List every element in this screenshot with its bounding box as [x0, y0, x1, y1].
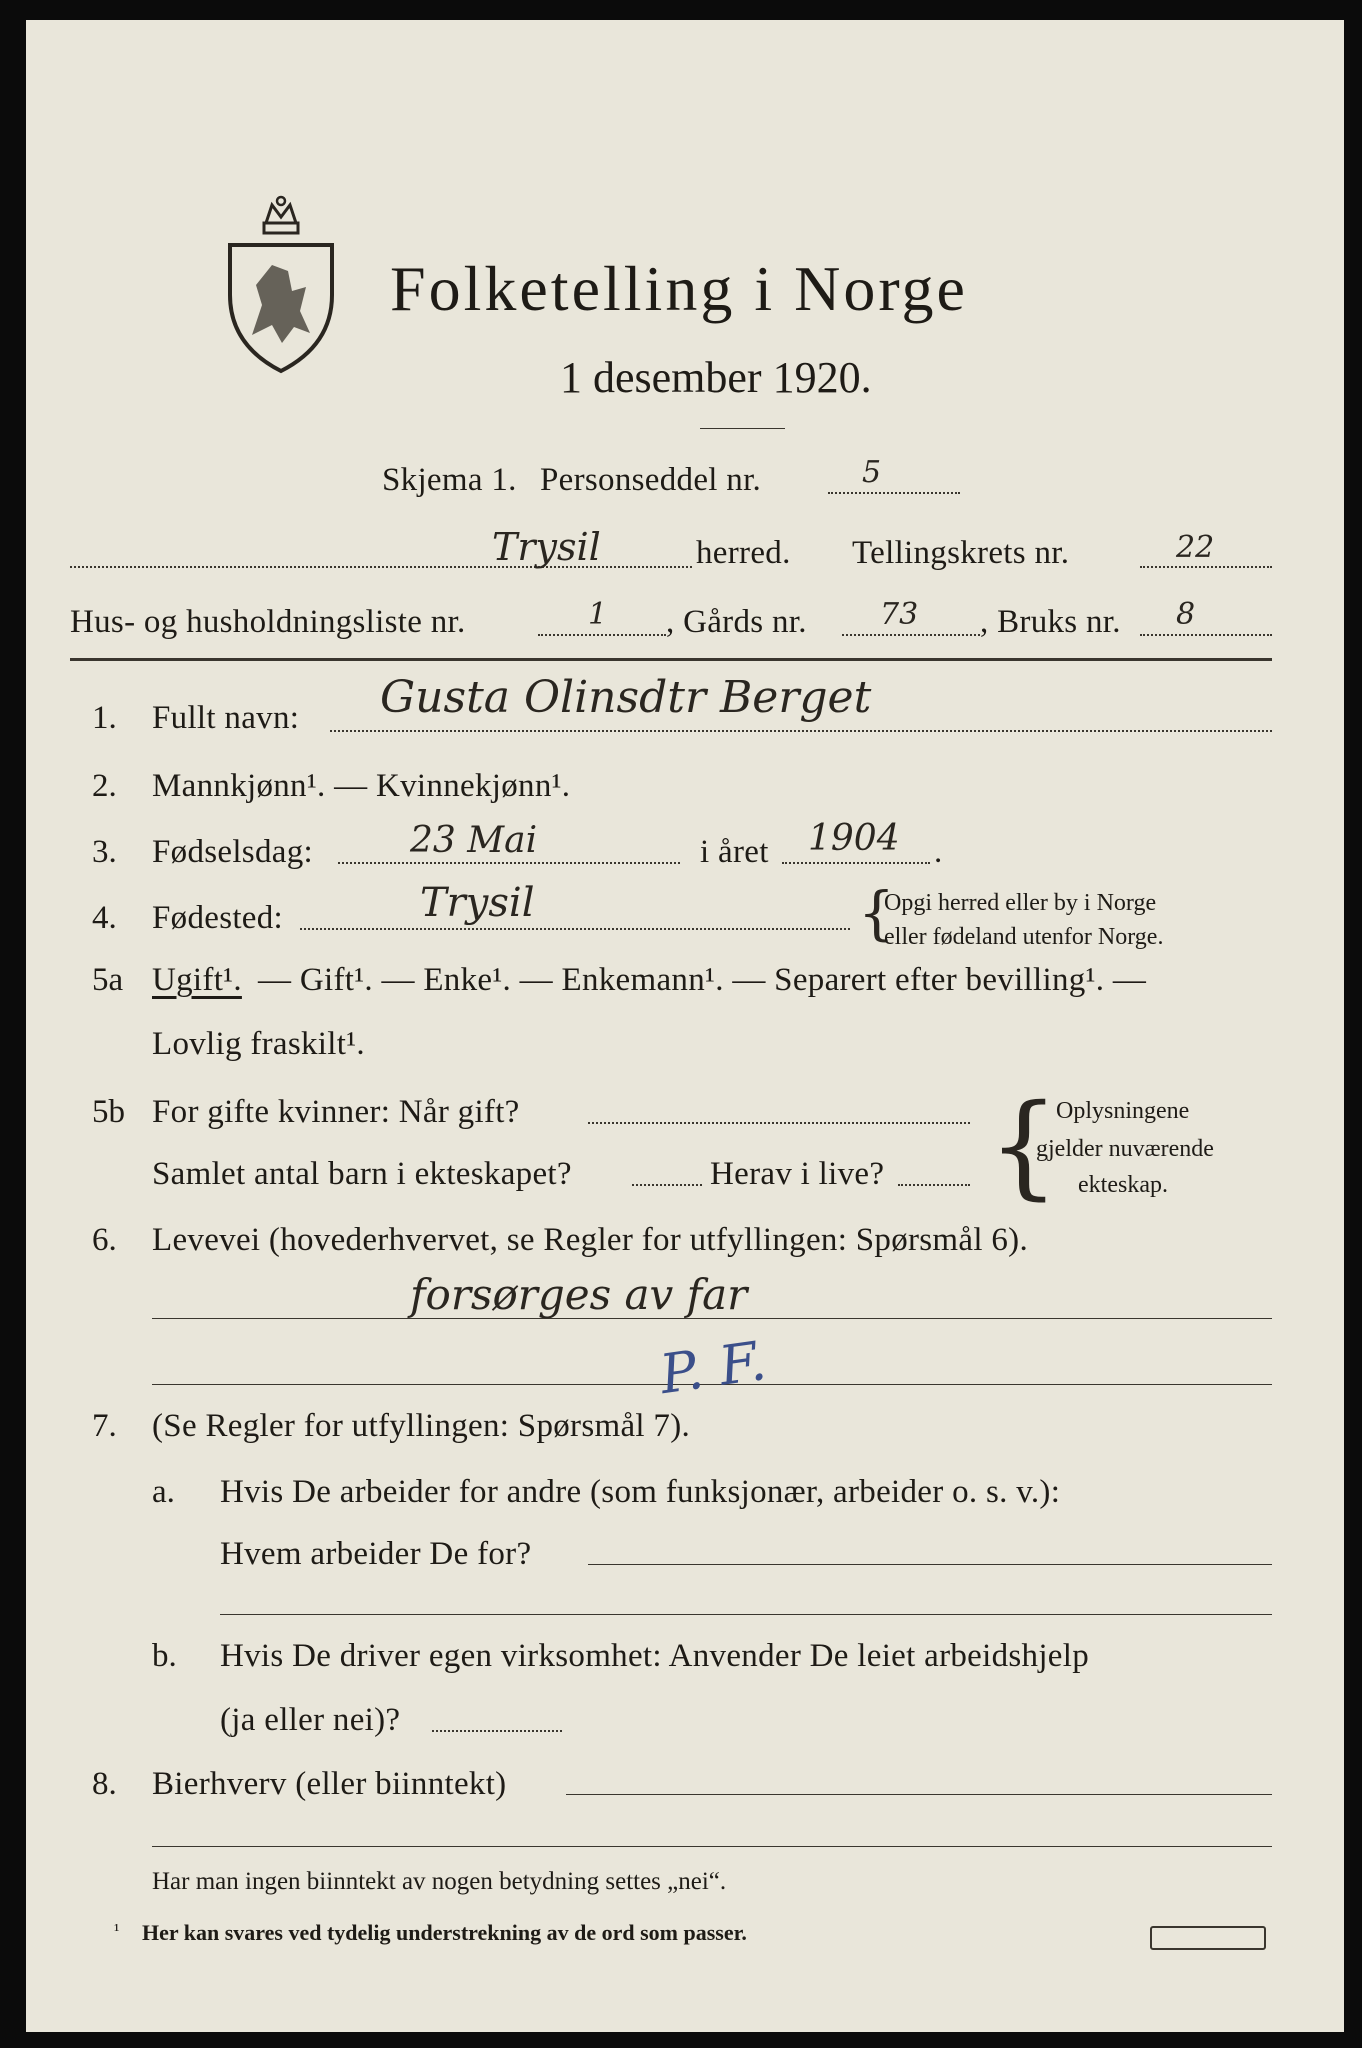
q5a-number: 5a [92, 962, 124, 998]
footnote-text: Her kan svares ved tydelig understrekning av de ord som passer. [142, 1920, 747, 1945]
schema-label: Skjema 1. [382, 462, 517, 498]
q5b-note-line1: Oplysningene [1056, 1098, 1190, 1124]
q3-label: Fødselsdag: [152, 834, 313, 870]
herred-value: Trysil [492, 525, 601, 569]
q4-label: Fødested: [152, 900, 284, 936]
married-when-field[interactable] [588, 1122, 970, 1124]
q5b-note-line2: gjelder nuværende [1036, 1136, 1214, 1162]
q1-label: Fullt navn: [152, 700, 300, 736]
q3-number: 3. [92, 834, 117, 870]
hired-help-field[interactable] [432, 1730, 562, 1732]
birth-year-label: i året [700, 834, 769, 870]
marital-other-options[interactable]: — Gift¹. — Enke¹. — Enkemann¹. — Separert efter bevilling¹. — [258, 962, 1147, 998]
birth-year-value: 1904 [808, 818, 900, 859]
bruks-label: , Bruks nr. [980, 604, 1121, 640]
children-alive-field[interactable] [898, 1184, 970, 1186]
q5b-label: For gifte kvinner: Når gift? [152, 1094, 520, 1130]
q7b-number: b. [152, 1638, 177, 1674]
q4-note-line1: Opgi herred eller by i Norge [884, 890, 1157, 916]
q7a-number: a. [152, 1474, 175, 1510]
side-income-line-2[interactable] [152, 1846, 1272, 1847]
children-total-field[interactable] [632, 1184, 702, 1186]
bruks-field[interactable] [1140, 634, 1272, 636]
side-income-note: Har man ingen biinntekt av nogen betydning settes „nei“. [152, 1868, 727, 1895]
header-divider [70, 658, 1272, 661]
hus-value: 1 [588, 597, 608, 632]
children-alive-label: Herav i live? [710, 1156, 885, 1192]
personseddel-label: Personseddel nr. [540, 462, 762, 498]
q7-number: 7. [92, 1408, 117, 1444]
q4-note-brace: { [858, 879, 895, 947]
q7a-line1: Hvis De arbeider for andre (som funksjonær, arbeider o. s. v.): [220, 1474, 1061, 1510]
q6-label: Levevei (hovederhvervet, se Regler for utfyllingen: Spørsmål 6). [152, 1222, 1029, 1258]
q5b-note-brace: { [988, 1081, 1060, 1211]
tellingskrets-value: 22 [1176, 530, 1215, 565]
employer-field[interactable] [588, 1564, 1272, 1565]
birth-year-field[interactable] [782, 862, 930, 864]
birthplace-value: Trysil [420, 880, 535, 926]
birthplace-field[interactable] [300, 928, 850, 930]
bruks-value: 8 [1176, 597, 1196, 632]
form-title: Folketelling i Norge [390, 253, 968, 324]
q8-number: 8. [92, 1766, 117, 1802]
q1-number: 1. [92, 700, 117, 736]
q4-note-line2: eller fødeland utenfor Norge. [884, 924, 1164, 950]
q7-label: (Se Regler for utfyllingen: Spørsmål 7). [152, 1408, 691, 1444]
gards-label: , Gårds nr. [666, 604, 807, 640]
q3-end: . [934, 834, 943, 870]
herred-label: herred. [696, 535, 791, 571]
side-income-field[interactable] [566, 1794, 1272, 1795]
tellingskrets-field[interactable] [1140, 566, 1272, 568]
children-total-label: Samlet antal barn i ekteskapet? [152, 1156, 572, 1192]
full-name-field[interactable] [330, 730, 1272, 732]
employer-line-2[interactable] [220, 1614, 1272, 1615]
footnote-mark: ¹ [114, 1920, 120, 1940]
gards-field[interactable] [842, 634, 980, 636]
marital-divorced-option[interactable]: Lovlig fraskilt¹. [152, 1026, 365, 1062]
occupation-value: forsørges av far [410, 1270, 748, 1319]
gards-value: 73 [880, 597, 919, 632]
census-date: 1 desember 1920. [560, 353, 872, 402]
q6-number: 6. [92, 1222, 117, 1258]
hus-label: Hus- og husholdningsliste nr. [70, 604, 466, 640]
occupation-code-mark: P. F. [656, 1328, 770, 1407]
q2-gender-options[interactable]: Mannkjønn¹. — Kvinnekjønn¹. [152, 768, 571, 804]
q4-number: 4. [92, 900, 117, 936]
printer-stamp [1150, 1926, 1266, 1950]
personseddel-value: 5 [862, 455, 882, 490]
q2-number: 2. [92, 768, 117, 804]
full-name-value: Gusta Olinsdtr Berget [380, 672, 872, 723]
q7b-line1: Hvis De driver egen virksomhet: Anvender De leiet arbeidshjelp [220, 1638, 1090, 1674]
q8-label: Bierhverv (eller biinntekt) [152, 1766, 507, 1802]
title-divider [700, 428, 785, 429]
q5b-note-line3: ekteskap. [1078, 1172, 1168, 1198]
marital-ugift-option[interactable]: Ugift¹. [152, 962, 242, 998]
personseddel-field[interactable] [828, 492, 960, 494]
tellingskrets-label: Tellingskrets nr. [852, 535, 1070, 571]
hus-field[interactable] [538, 634, 666, 636]
birthday-value: 23 Mai [410, 820, 538, 861]
birthday-field[interactable] [338, 862, 680, 864]
q5b-number: 5b [92, 1094, 125, 1130]
q7a-line2: Hvem arbeider De for? [220, 1536, 532, 1572]
norway-coat-of-arms-icon [222, 195, 340, 375]
q7b-line2: (ja eller nei)? [220, 1702, 401, 1738]
